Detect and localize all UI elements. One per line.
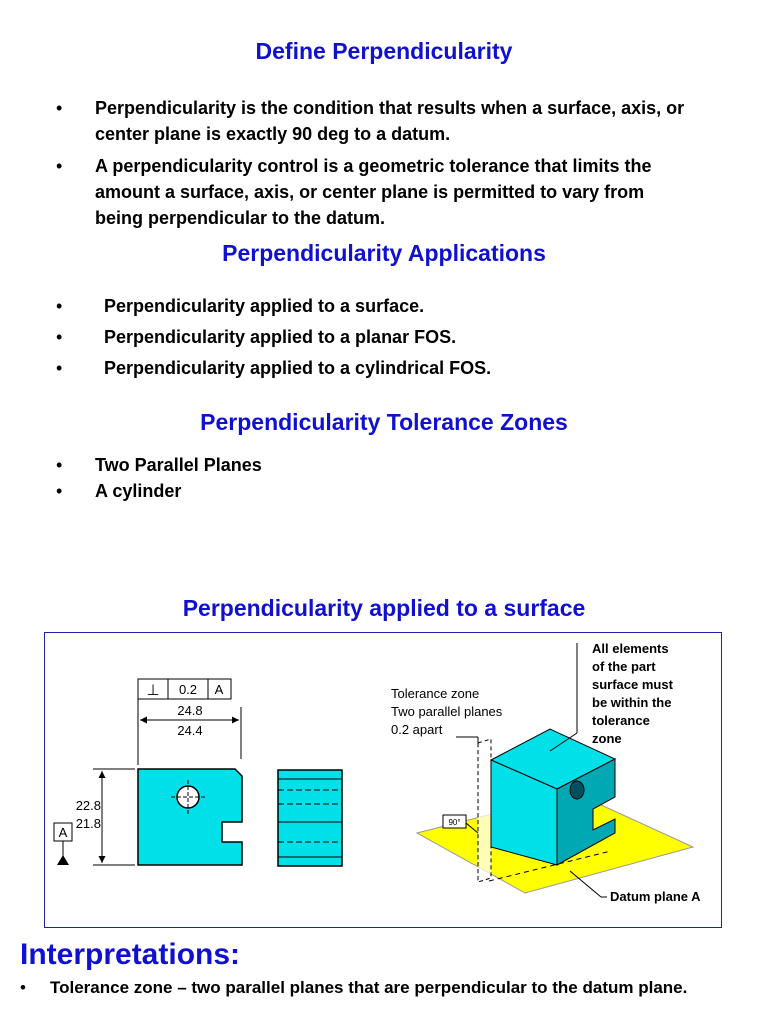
list-item-text: Perpendicularity applied to a surface. [104, 296, 425, 316]
tolerance-zone-label [391, 686, 503, 743]
note-line: be within the [592, 695, 672, 710]
section-title-tolerance-zones: Perpendicularity Tolerance Zones [200, 409, 568, 435]
list-item [20, 977, 740, 999]
datum-plane-text: Datum plane A [610, 889, 701, 904]
perpendicularity-symbol: ⊥ [146, 682, 160, 699]
tolerance-zones-list [0, 452, 262, 504]
list-item-text: Two Parallel Planes [95, 455, 262, 475]
figure-perpendicularity-surface [44, 632, 722, 928]
bullet-marker: • [56, 98, 63, 118]
height-dimension [76, 769, 135, 865]
zone-label-line-2: Two parallel planes [391, 704, 503, 719]
part-front-view [138, 769, 242, 865]
note-line: zone [592, 731, 622, 746]
height-max-label: 22.8 [75, 798, 101, 813]
note-line: All elements [592, 641, 669, 656]
list-item-text: A perpendicularity control is a geometric tolerance that limits the amount a surface, axis, or center plane is permitted to vary from being perpendicular to the datum. [95, 156, 652, 228]
list-item-text: Perpendicularity applied to a planar FOS. [104, 327, 457, 347]
elements-note [550, 641, 674, 751]
figure-drawing [45, 633, 721, 927]
list-item [0, 95, 695, 147]
interpretations-list [20, 977, 740, 999]
width-dimension [138, 703, 241, 765]
zone-label-line-1: Tolerance zone [391, 686, 480, 701]
list-item [0, 153, 695, 231]
datum-letter: A [58, 825, 68, 840]
bullet-marker: • [56, 296, 63, 316]
note-line: tolerance [592, 713, 650, 728]
list-item [0, 478, 262, 504]
list-item [0, 293, 704, 319]
bullet-marker: • [56, 481, 63, 501]
part-side-view [278, 770, 342, 866]
list-item [0, 324, 704, 350]
definition-list [0, 95, 695, 237]
width-min-label: 24.4 [177, 723, 203, 738]
feature-control-frame [138, 679, 231, 765]
bullet-marker: • [56, 156, 63, 176]
interpretations-title: Interpretations: [20, 938, 241, 971]
note-line: of the part [592, 659, 656, 674]
height-min-label: 21.8 [75, 816, 101, 831]
list-item-text: A cylinder [95, 481, 182, 501]
list-item-text: Perpendicularity applied to a cylindrical FOS. [104, 358, 492, 378]
list-item [0, 452, 262, 478]
section-title-define: Define Perpendicularity [255, 38, 513, 64]
list-item [0, 355, 704, 381]
bullet-marker: • [20, 978, 26, 997]
applications-list [0, 293, 704, 386]
width-max-label: 24.8 [177, 703, 203, 718]
bullet-marker: • [56, 358, 63, 378]
angle-label: 90° [448, 818, 461, 827]
section-title-applications: Perpendicularity Applications [222, 240, 546, 266]
fcf-datum: A [214, 682, 224, 697]
bullet-marker: • [56, 455, 63, 475]
datum-feature-symbol [54, 823, 72, 865]
list-item-text: Perpendicularity is the condition that results when a surface, axis, or center plane is exactly 90 deg to a datum. [95, 98, 685, 144]
list-item-text: Tolerance zone – two parallel planes that are perpendicular to the datum plane. [50, 978, 688, 997]
bullet-marker: • [56, 327, 63, 347]
section-title-surface: Perpendicularity applied to a surface [182, 595, 586, 621]
datum-plane-label [570, 871, 701, 904]
note-line: surface must [592, 677, 673, 692]
fcf-tolerance: 0.2 [178, 682, 198, 697]
tolerance-zone-planes [478, 739, 491, 882]
zone-label-line-3: 0.2 apart [391, 722, 443, 737]
